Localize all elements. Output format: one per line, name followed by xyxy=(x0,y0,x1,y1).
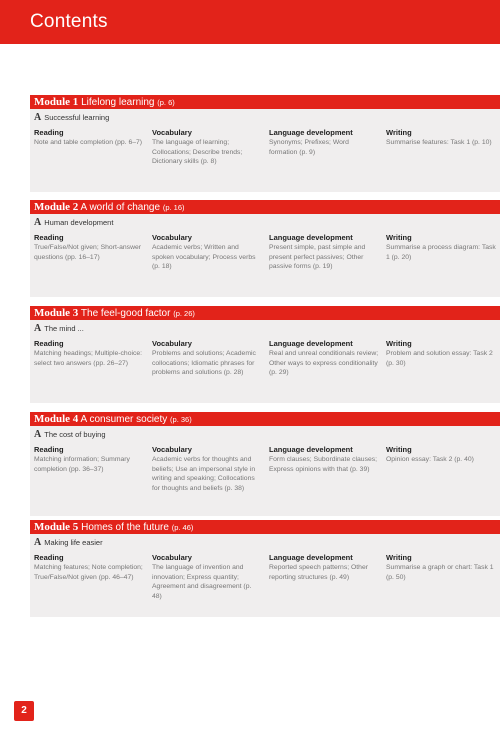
section-letter: A xyxy=(34,217,42,228)
module-page: (p. 46) xyxy=(171,523,194,532)
module-2 xyxy=(30,200,500,297)
column-heading: Language development xyxy=(269,233,353,242)
module-3 xyxy=(30,306,500,403)
module-page: (p. 16) xyxy=(162,203,185,212)
module-title: Homes of the future xyxy=(81,522,169,533)
vocabulary-column xyxy=(152,233,262,272)
module-title: A consumer society xyxy=(80,414,168,425)
module-4 xyxy=(30,412,500,516)
column-heading: Reading xyxy=(34,445,64,454)
reading-column xyxy=(34,445,144,474)
module-5-heading[interactable] xyxy=(30,520,500,534)
section-title xyxy=(34,323,84,334)
section-letter: A xyxy=(34,112,42,123)
module-label: Module 3 xyxy=(34,307,79,319)
column-text: Real and unreal conditionals review; Other ways to express conditionality (p. 29) xyxy=(269,350,379,377)
vocabulary-column xyxy=(152,339,262,378)
column-text: Summarise a graph or chart: Task 1 (p. 50) xyxy=(386,564,494,581)
vocabulary-column xyxy=(152,128,262,167)
column-text: The language of learning; Collocations; Describe trends; Dictionary skills (p. 8) xyxy=(152,139,243,166)
module-2-heading[interactable] xyxy=(30,200,500,214)
reading-column xyxy=(34,339,144,368)
contents-header xyxy=(0,0,500,44)
reading-column xyxy=(34,553,144,582)
column-text: Opinion essay: Task 2 (p. 40) xyxy=(386,456,474,463)
module-page: (p. 6) xyxy=(157,98,175,107)
column-heading: Writing xyxy=(386,445,412,454)
language-development-column xyxy=(269,233,379,272)
language-development-column xyxy=(269,553,379,582)
column-text: Matching information; Summary completion (pp. 36–37) xyxy=(34,456,130,473)
writing-column xyxy=(386,339,496,368)
module-1 xyxy=(30,95,500,192)
section-title xyxy=(34,537,103,548)
language-development-column xyxy=(269,445,379,474)
column-heading: Vocabulary xyxy=(152,233,192,242)
column-heading: Writing xyxy=(386,233,412,242)
section-name: Making life easier xyxy=(44,538,103,547)
module-5 xyxy=(30,520,500,617)
column-heading: Vocabulary xyxy=(152,339,192,348)
column-text: The language of invention and innovation; Express quantity; Agreement and disagreement (p. 48) xyxy=(152,564,252,600)
vocabulary-column xyxy=(152,553,262,601)
module-4-section xyxy=(30,426,500,516)
column-heading: Reading xyxy=(34,339,64,348)
section-name: The cost of buying xyxy=(44,430,106,439)
writing-column xyxy=(386,553,496,582)
module-1-section xyxy=(30,109,500,192)
column-heading: Writing xyxy=(386,339,412,348)
module-5-section xyxy=(30,534,500,617)
section-letter: A xyxy=(34,323,42,334)
section-title xyxy=(34,217,113,228)
module-label: Module 2 xyxy=(34,201,79,213)
column-heading: Language development xyxy=(269,445,353,454)
column-text: Summarise features: Task 1 (p. 10) xyxy=(386,139,492,146)
page-title: Contents xyxy=(30,11,108,32)
writing-column xyxy=(386,233,496,262)
column-text: Matching features; Note completion; True/False/Not given (pp. 46–47) xyxy=(34,564,143,581)
writing-column xyxy=(386,445,496,465)
module-4-heading[interactable] xyxy=(30,412,500,426)
module-label: Module 4 xyxy=(34,413,79,425)
module-2-section xyxy=(30,214,500,297)
reading-column xyxy=(34,233,144,262)
section-name: Successful learning xyxy=(44,113,110,122)
column-text: Synonyms; Prefixes; Word formation (p. 9) xyxy=(269,139,349,156)
column-text: True/False/Not given; Short-answer questions (pp. 16–17) xyxy=(34,244,142,261)
module-label: Module 1 xyxy=(34,96,79,108)
section-title xyxy=(34,429,106,440)
column-heading: Language development xyxy=(269,128,353,137)
column-heading: Language development xyxy=(269,339,353,348)
section-letter: A xyxy=(34,429,42,440)
vocabulary-column xyxy=(152,445,262,493)
column-text: Reported speech patterns; Other reporting structures (p. 49) xyxy=(269,564,368,581)
module-title: The feel-good factor xyxy=(80,308,171,319)
language-development-column xyxy=(269,339,379,378)
column-text: Problem and solution essay: Task 2 (p. 30) xyxy=(386,350,493,367)
column-text: Problems and solutions; Academic collocations; Idiomatic phrases for problems and solutions (p. 28) xyxy=(152,350,256,377)
module-3-section xyxy=(30,320,500,403)
module-1-heading[interactable] xyxy=(30,95,500,109)
module-3-heading[interactable] xyxy=(30,306,500,320)
module-title: Lifelong learning xyxy=(81,97,155,108)
writing-column xyxy=(386,128,496,148)
section-name: Human development xyxy=(44,218,114,227)
column-heading: Vocabulary xyxy=(152,553,192,562)
section-name: The mind ... xyxy=(44,324,84,333)
module-label: Module 5 xyxy=(34,521,79,533)
page-number: 2 xyxy=(14,701,34,721)
column-heading: Language development xyxy=(269,553,353,562)
module-title: A world of change xyxy=(80,202,161,213)
column-text: Academic verbs for thoughts and beliefs; Use an impersonal style in writing and speaking; Collocations for thoughts and beliefs (p. 38) xyxy=(152,456,256,492)
column-text: Present simple, past simple and present perfect passives; Other passive forms (p. 19) xyxy=(269,244,366,271)
section-title xyxy=(34,112,109,123)
column-heading: Vocabulary xyxy=(152,445,192,454)
reading-column xyxy=(34,128,144,148)
column-text: Form clauses; Subordinate clauses; Express opinions with that (p. 39) xyxy=(269,456,378,473)
column-heading: Vocabulary xyxy=(152,128,192,137)
column-heading: Writing xyxy=(386,553,412,562)
column-heading: Reading xyxy=(34,128,64,137)
column-text: Academic verbs; Written and spoken vocabulary; Process verbs (p. 18) xyxy=(152,244,256,271)
column-text: Summarise a process diagram: Task 1 (p. 20) xyxy=(386,244,496,261)
column-heading: Writing xyxy=(386,128,412,137)
module-page: (p. 26) xyxy=(173,309,195,318)
column-heading: Reading xyxy=(34,553,64,562)
column-text: Note and table completion (pp. 6–7) xyxy=(34,139,143,146)
column-text: Matching headings; Multiple-choice: select two answers (pp. 26–27) xyxy=(34,350,143,367)
module-page: (p. 36) xyxy=(170,415,192,424)
language-development-column xyxy=(269,128,379,157)
section-letter: A xyxy=(34,537,42,548)
column-heading: Reading xyxy=(34,233,64,242)
